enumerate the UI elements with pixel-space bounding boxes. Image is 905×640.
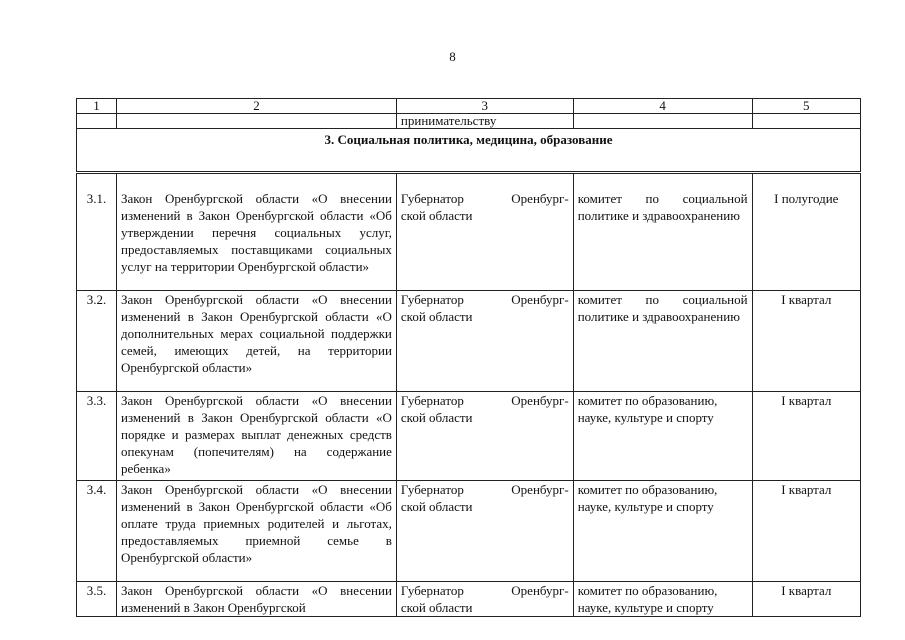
period: I квартал <box>752 481 860 582</box>
continuation-row <box>77 114 861 129</box>
committee: комитет по социальной политике и здравоохранению <box>573 291 752 392</box>
initiator: Губернатор Оренбург- ской области <box>396 481 573 582</box>
section-title: 3. Социальная политика, медицина, образование <box>77 129 861 173</box>
header-cell: 3 <box>396 99 573 114</box>
table-row <box>77 481 861 582</box>
row-number: 3.5. <box>77 582 117 617</box>
plan-table <box>76 98 861 617</box>
header-cell: 5 <box>752 99 860 114</box>
table-row <box>77 392 861 481</box>
period: I квартал <box>752 392 860 481</box>
initiator: Губернатор Оренбург- ской области <box>396 291 573 392</box>
table-row <box>77 173 861 291</box>
document-title: Закон Оренбургской области «О внесении изменений в Закон Оренбургской <box>116 582 396 617</box>
period: I квартал <box>752 582 860 617</box>
document-title: Закон Оренбургской области «О внесении изменений в Закон Оренбургской области «Об утверждении перечня социальных услуг, предоставляемых поставщиками социальных услуг на территории Оренбургской области» <box>116 173 396 291</box>
row-number: 3.4. <box>77 481 117 582</box>
continuation-text: принимательству <box>396 114 573 129</box>
row-number: 3.2. <box>77 291 117 392</box>
initiator: Губернатор Оренбург- ской области <box>396 582 573 617</box>
initiator: Губернатор Оренбург- ской области <box>396 392 573 481</box>
initiator: Губернатор Оренбург- ской области <box>396 173 573 291</box>
section-row <box>77 129 861 173</box>
document-title: Закон Оренбургской области «О внесении изменений в Закон Оренбургской области «О порядке и размерах выплат денежных средств опекунам (попечителям) на содержание ребенка» <box>116 392 396 481</box>
header-cell: 2 <box>116 99 396 114</box>
committee: комитет по образованию, науке, культуре и спорту <box>573 582 752 617</box>
committee: комитет по образованию, науке, культуре и спорту <box>573 481 752 582</box>
header-cell: 4 <box>573 99 752 114</box>
header-cell: 1 <box>77 99 117 114</box>
committee: комитет по образованию, науке, культуре и спорту <box>573 392 752 481</box>
period: I полугодие <box>752 173 860 291</box>
table-header-row <box>77 99 861 114</box>
row-number: 3.1. <box>77 173 117 291</box>
document-title: Закон Оренбургской области «О внесении изменений в Закон Оренбургской области «Об оплате труда приемных родителей и льготах, предоставляемых приемной семье в Оренбургской области» <box>116 481 396 582</box>
page-number: 8 <box>449 49 456 64</box>
table-row <box>77 291 861 392</box>
document-title: Закон Оренбургской области «О внесении изменений в Закон Оренбургской области «О дополнительных мерах социальной поддержки семей, имеющих детей, на территории Оренбургской области» <box>116 291 396 392</box>
row-number: 3.3. <box>77 392 117 481</box>
period: I квартал <box>752 291 860 392</box>
committee: комитет по социальной политике и здравоохранению <box>573 173 752 291</box>
table-row <box>77 582 861 617</box>
